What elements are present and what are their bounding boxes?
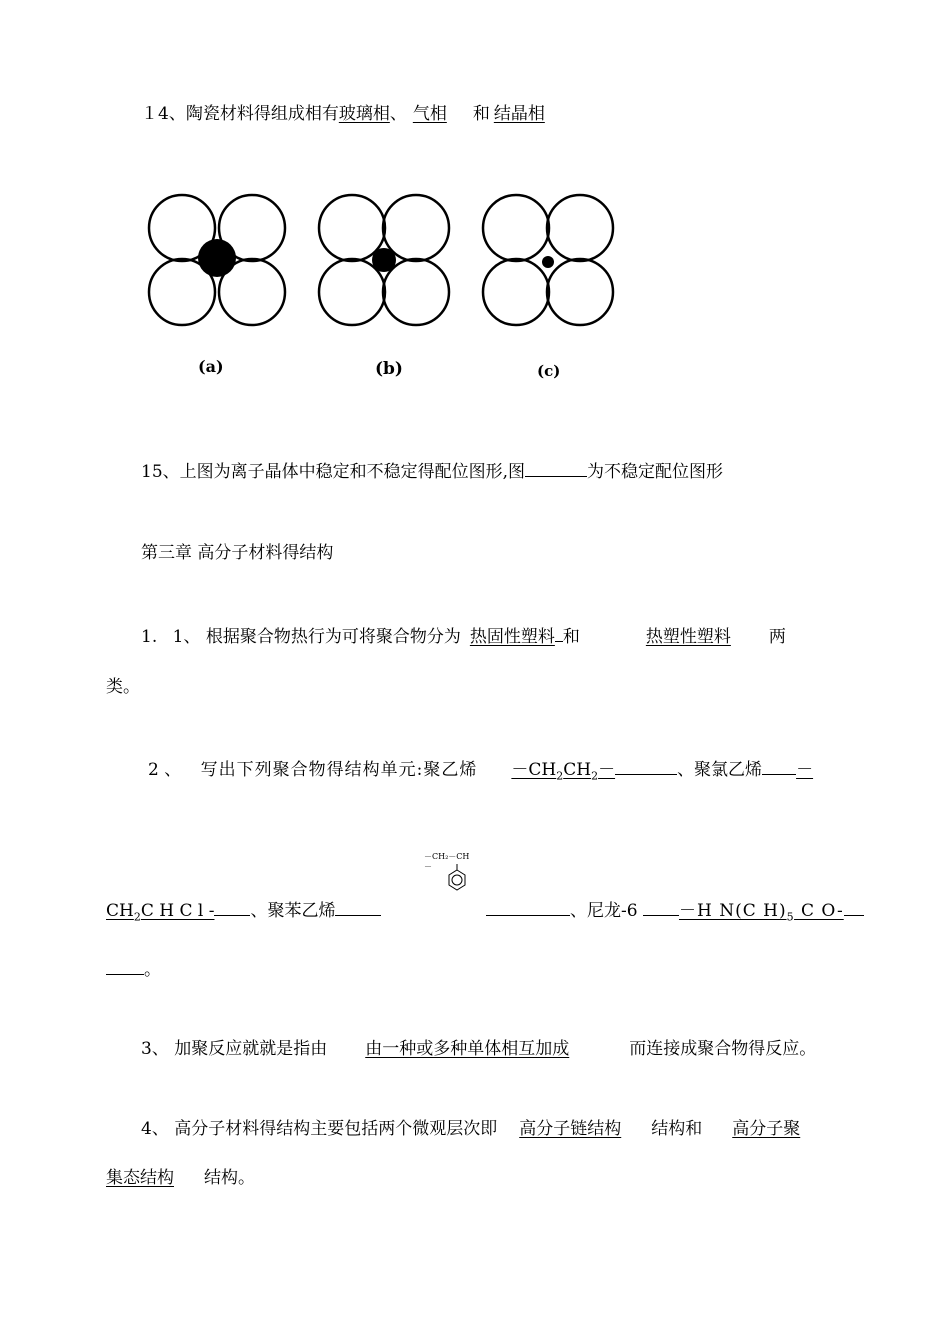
sub: 2 bbox=[556, 769, 564, 783]
benzene-ring-icon bbox=[438, 864, 468, 898]
nylon6-unit bbox=[678, 901, 844, 924]
c3q2-sep-3: 、尼龙-6 bbox=[570, 901, 638, 921]
c3q4-answer-2b: 集态结构 bbox=[106, 1168, 174, 1188]
cation-b bbox=[372, 248, 396, 272]
sub: 5 bbox=[786, 910, 795, 924]
polyethylene-unit bbox=[477, 760, 616, 783]
span: － bbox=[598, 760, 616, 780]
chapter-title: 第三章 高分子材料得结构 bbox=[141, 543, 334, 563]
c3q2-line-2b bbox=[486, 897, 864, 923]
q15-blank bbox=[525, 458, 587, 477]
c3q3-line bbox=[141, 1037, 816, 1061]
c3q2-sep-1: 、聚氯乙烯 bbox=[677, 760, 763, 780]
c3q4-line-2 bbox=[106, 1166, 255, 1190]
blank bbox=[643, 897, 679, 916]
span: C O- bbox=[794, 901, 844, 921]
c3q1-num: 1. bbox=[141, 627, 158, 647]
c3q2-num: 2 、 bbox=[148, 760, 182, 780]
c3q1-answer-2: 热塑性塑料 bbox=[645, 627, 731, 647]
q15-line bbox=[141, 458, 723, 484]
span: CH bbox=[563, 760, 592, 780]
figure-label-b: (b) bbox=[375, 359, 403, 379]
polystyrene-chain: －CH₂－CH－ bbox=[424, 852, 470, 871]
q14-answer-2: 气相 bbox=[412, 104, 447, 124]
c3q4-mid: 结构和 bbox=[651, 1119, 703, 1139]
c3q1-prefix: 1、 根据聚合物热行为可将聚合物分为 bbox=[172, 627, 461, 647]
blank bbox=[762, 756, 796, 775]
span: C H C l - bbox=[140, 901, 215, 921]
q14-answer-1: 玻璃相 bbox=[338, 104, 390, 124]
c3q2-line bbox=[148, 756, 813, 782]
q14-sep-1: 、 bbox=[389, 104, 407, 124]
sub: 2 bbox=[133, 910, 141, 924]
c3q2-prefix: 写出下列聚合物得结构单元:聚乙烯 bbox=[200, 760, 478, 780]
cation-a bbox=[198, 239, 236, 277]
c3q1-answer-1: 热固性塑料 bbox=[469, 627, 555, 647]
figure-label-a: (a) bbox=[198, 357, 224, 376]
c3q2-line-3 bbox=[106, 956, 161, 982]
blank bbox=[555, 623, 563, 642]
c3q1-suffix: 两 bbox=[768, 627, 786, 647]
span: CH bbox=[106, 901, 134, 921]
span: －H N(C H) bbox=[678, 901, 787, 921]
c3q4-prefix: 4、 高分子材料得结构主要包括两个微观层次即 bbox=[141, 1119, 498, 1139]
c3q4-suffix: 结构。 bbox=[204, 1168, 255, 1188]
q15-suffix: 为不稳定配位图形 bbox=[587, 462, 724, 482]
c3q2-sep-2: 、聚苯乙烯 bbox=[250, 901, 336, 921]
c3q1-mid: 和 bbox=[562, 627, 580, 647]
q14-prefix: １4、陶瓷材料得组成相有 bbox=[141, 104, 339, 124]
q15-prefix: 15、上图为离子晶体中稳定和不稳定得配位图形,图 bbox=[141, 462, 526, 482]
blank bbox=[486, 897, 570, 916]
c3q4-answer-2a: 高分子聚 bbox=[732, 1119, 801, 1139]
blank bbox=[106, 956, 144, 975]
c3q2-end: 。 bbox=[144, 960, 161, 980]
sub: 2 bbox=[591, 769, 599, 783]
c3q4-answer-1: 高分子链结构 bbox=[519, 1119, 622, 1139]
c3q3-answer: 由一种或多种单体相互加成 bbox=[365, 1039, 570, 1059]
span: －CH bbox=[511, 760, 557, 780]
q14-answer-3: 结晶相 bbox=[493, 104, 545, 124]
pvc-unit bbox=[106, 901, 215, 924]
blank bbox=[844, 897, 864, 916]
c3q1-line bbox=[141, 623, 786, 649]
coordination-figure bbox=[140, 180, 630, 380]
blank bbox=[214, 897, 250, 916]
c3q2-line-2 bbox=[106, 897, 381, 923]
q14-sep-2: 和 bbox=[472, 104, 490, 124]
blank bbox=[335, 897, 381, 916]
c3q3-suffix: 而连接成聚合物得反应。 bbox=[629, 1039, 817, 1059]
polystyrene-structure bbox=[424, 852, 476, 900]
q14-line bbox=[141, 102, 549, 126]
cation-c bbox=[542, 256, 554, 268]
blank bbox=[615, 756, 677, 775]
pvc-unit-start: － bbox=[796, 760, 814, 780]
c3q3-prefix: 3、 加聚反应就就是指由 bbox=[141, 1039, 328, 1059]
c3q1-cont: 类。 bbox=[106, 677, 140, 697]
c3q4-line bbox=[141, 1117, 800, 1141]
figure-label-c: (c) bbox=[537, 362, 561, 380]
